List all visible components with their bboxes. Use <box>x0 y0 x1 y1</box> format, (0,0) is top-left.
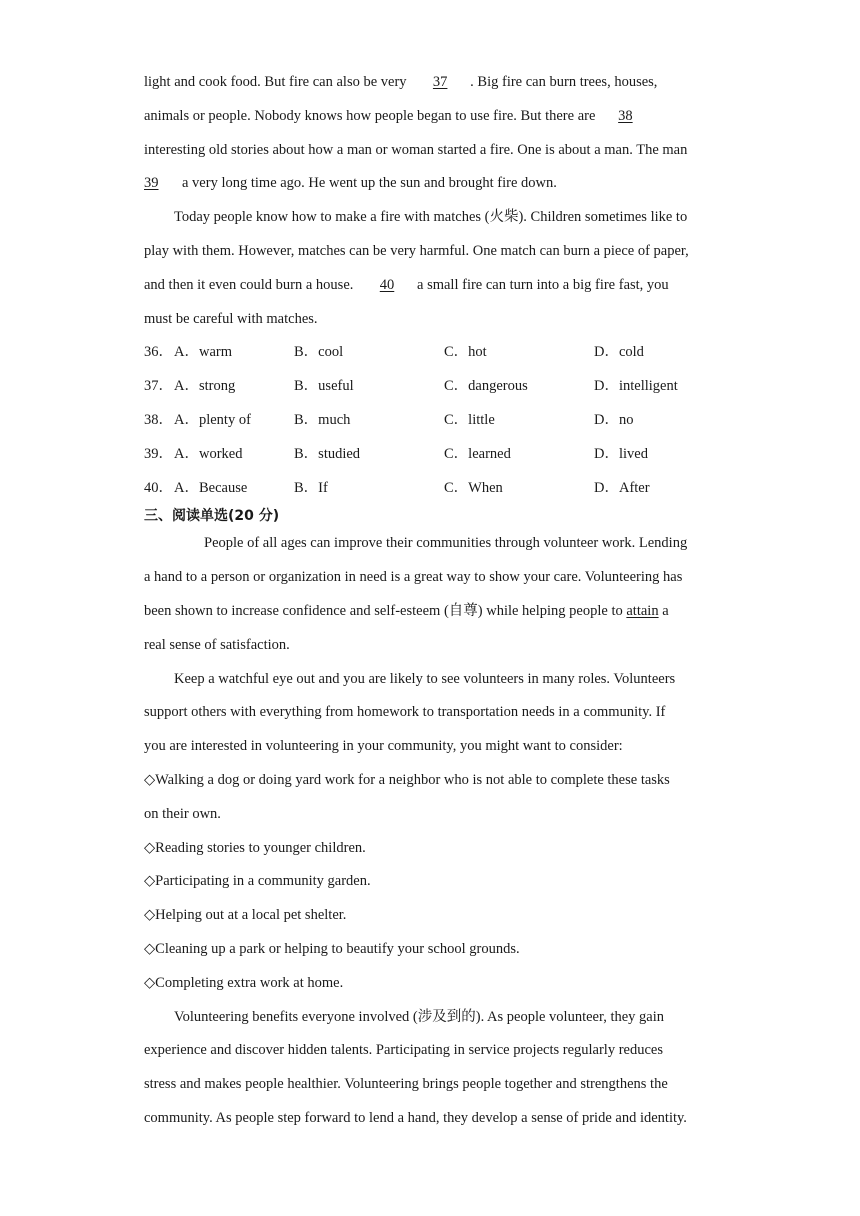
passage-text: Keep a watchful eye out and you are likely to see volunteers in many roles. Volunteers <box>174 670 676 687</box>
option-a: A．warm <box>174 344 232 361</box>
passage-line <box>144 629 724 663</box>
passage-text: Today people know how to make a fire with matches (火柴). Children sometimes like to <box>174 209 688 226</box>
blank-37: 37 <box>432 74 448 90</box>
bullet-text: ◇Walking a dog or doing yard work for a neighbor who is not able to complete these tasks <box>144 771 670 788</box>
passage-text: must be careful with matches. <box>144 310 318 327</box>
passage-text: you are interested in volunteering in your community, you might want to consider: <box>144 738 623 755</box>
option-c: C．little <box>444 411 495 428</box>
passage-line <box>144 66 724 100</box>
bullet-text: ◇Helping out at a local pet shelter. <box>144 907 347 924</box>
passage-text: community. As people step forward to lend a hand, they develop a sense of pride and identity. <box>144 1109 687 1126</box>
bullet-text: on their own. <box>144 805 221 822</box>
passage-text: a small fire can turn into a big fire fast, you <box>417 276 669 293</box>
document-page <box>144 66 724 1136</box>
question-number: 39． <box>144 445 173 462</box>
passage-text: animals or people. Nobody knows how people began to use fire. But there are <box>144 107 596 124</box>
question-row <box>144 404 724 438</box>
passage-line <box>144 167 724 201</box>
passage-line <box>144 527 724 561</box>
option-b: B．cool <box>294 344 344 361</box>
bullet-item <box>144 764 724 798</box>
passage-text: a <box>658 602 669 619</box>
passage-line <box>144 595 724 629</box>
bullet-item <box>144 832 724 866</box>
option-a: A．strong <box>174 378 236 395</box>
passage-line <box>144 201 724 235</box>
bullet-item <box>144 899 724 933</box>
question-row <box>144 336 724 370</box>
option-c: C．learned <box>444 445 511 462</box>
passage-text: real sense of satisfaction. <box>144 636 290 653</box>
option-d: D．After <box>594 479 650 496</box>
option-b: B．useful <box>294 378 354 395</box>
passage-line <box>144 100 724 134</box>
passage-text: a very long time ago. He went up the sun and brought fire down. <box>182 175 557 192</box>
bullet-item <box>144 865 724 899</box>
section-heading: 三、阅读单选(20 分) <box>144 508 280 525</box>
passage-line <box>144 730 724 764</box>
bullet-text: ◇Completing extra work at home. <box>144 974 344 991</box>
passage-text: light and cook food. But fire can also be very <box>144 74 407 90</box>
passage-line <box>144 1034 724 1068</box>
bullet-item <box>144 967 724 1001</box>
bullet-text: ◇Participating in a community garden. <box>144 873 371 890</box>
option-a: A．worked <box>174 445 243 462</box>
question-row <box>144 438 724 472</box>
option-a: A．plenty of <box>174 411 251 428</box>
option-b: B．studied <box>294 445 361 462</box>
bullet-text: ◇Cleaning up a park or helping to beautify your school grounds. <box>144 940 520 957</box>
passage-text: support others with everything from homework to transportation needs in a community. If <box>144 704 666 721</box>
option-d: D．intelligent <box>594 378 678 395</box>
bullet-item-continued <box>144 798 724 832</box>
passage-line <box>144 303 724 337</box>
option-c: C．dangerous <box>444 378 528 395</box>
underlined-word: attain <box>626 602 659 619</box>
passage-text: and then it even could burn a house. <box>144 276 354 293</box>
passage-line <box>144 134 724 168</box>
passage-text: interesting old stories about how a man or woman started a fire. One is about a man. The man <box>144 141 688 158</box>
passage-text: People of all ages can improve their communities through volunteer work. Lending <box>204 535 688 552</box>
passage-line <box>144 269 724 303</box>
question-number: 36． <box>144 344 173 361</box>
passage-line <box>144 235 724 269</box>
passage-text: been shown to increase confidence and self-esteem (自尊) while helping people to <box>144 602 623 619</box>
passage-line <box>144 561 724 595</box>
question-number: 37． <box>144 378 173 395</box>
passage-text: Volunteering benefits everyone involved (涉及到的). As people volunteer, they gain <box>174 1008 665 1025</box>
option-d: D．lived <box>594 445 648 462</box>
blank-38: 38 <box>618 107 633 124</box>
question-row <box>144 472 724 506</box>
option-d: D．no <box>594 411 634 428</box>
passage-line <box>144 663 724 697</box>
option-a: A．Because <box>174 479 248 496</box>
blank-40: 40 <box>379 276 395 293</box>
passage-text: stress and makes people healthier. Volunteering brings people together and strengthens the <box>144 1076 668 1093</box>
question-number: 40． <box>144 479 173 496</box>
passage-line <box>144 1068 724 1102</box>
bullet-text: ◇Reading stories to younger children. <box>144 839 366 856</box>
passage-text: a hand to a person or organization in need is a great way to show your care. Volunteering has <box>144 569 683 586</box>
option-b: B．If <box>294 479 328 496</box>
option-c: C．hot <box>444 344 487 361</box>
passage-text: . Big fire can burn trees, houses, <box>470 74 658 90</box>
question-row <box>144 370 724 404</box>
option-b: B．much <box>294 411 351 428</box>
question-number: 38． <box>144 411 173 428</box>
option-d: D．cold <box>594 344 644 361</box>
passage-line <box>144 1102 724 1136</box>
passage-line <box>144 1001 724 1035</box>
passage-text: play with them. However, matches can be very harmful. One match can burn a piece of paper, <box>144 242 689 259</box>
option-c: C．When <box>444 479 503 496</box>
bullet-item <box>144 933 724 967</box>
passage-line <box>144 696 724 730</box>
passage-text: experience and discover hidden talents. Participating in service projects regularly reduces <box>144 1042 663 1059</box>
blank-39: 39 <box>144 175 159 192</box>
